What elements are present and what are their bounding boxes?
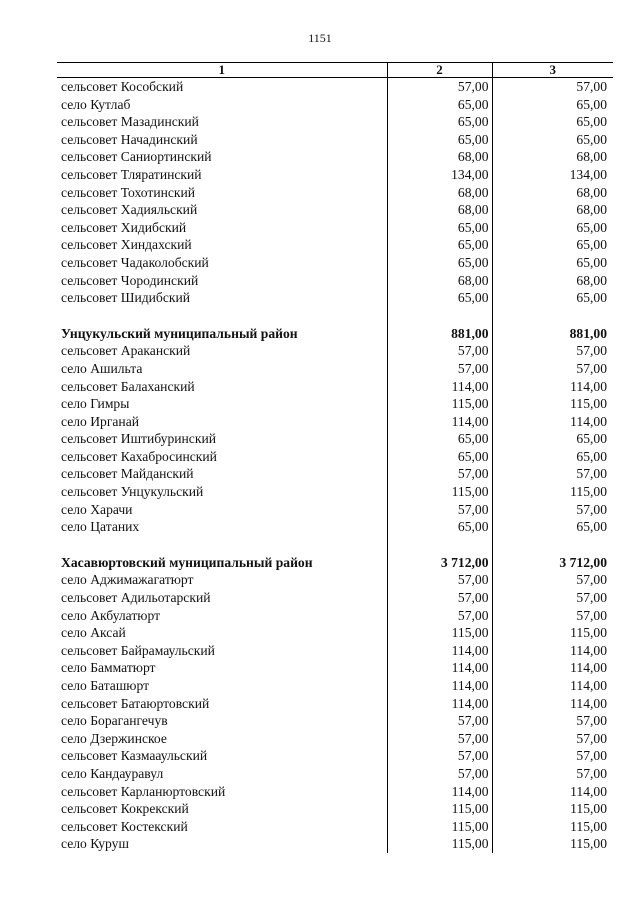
- value-column-3: 65,00: [492, 289, 613, 307]
- value-column-2: 65,00: [387, 113, 492, 131]
- value-column-3: 114,00: [492, 695, 613, 713]
- table-row: [57, 747, 613, 765]
- settlement-name: сельсовет Чородинский: [61, 272, 199, 288]
- value-column-3: 65,00: [492, 131, 613, 149]
- settlement-name: сельсовет Хидибский: [61, 219, 187, 235]
- value-column-2: 114,00: [387, 659, 492, 677]
- value-column-2: 65,00: [387, 430, 492, 448]
- value-column-2: 68,00: [387, 184, 492, 202]
- settlement-name: сельсовет Шидибский: [61, 290, 191, 306]
- settlement-name: село Аджимажагатюрт: [61, 572, 194, 588]
- value-column-3: 115,00: [492, 483, 613, 501]
- settlement-name: сельсовет Костекский: [61, 818, 188, 834]
- table-row: [57, 624, 613, 642]
- value-column-2: 65,00: [387, 131, 492, 149]
- table-row: [57, 342, 613, 360]
- table-row: [57, 113, 613, 131]
- value-column-3: 115,00: [492, 800, 613, 818]
- value-column-3: 65,00: [492, 113, 613, 131]
- settlement-name: село Гимры: [61, 396, 130, 412]
- settlement-name: сельсовет Адильотарский: [61, 590, 211, 606]
- value-column-3: 114,00: [492, 642, 613, 660]
- value-column-3: 57,00: [492, 747, 613, 765]
- table-body: [57, 78, 613, 853]
- settlement-name: сельсовет Кокрекский: [61, 801, 189, 817]
- value-column-3: 57,00: [492, 712, 613, 730]
- settlement-name: сельсовет Майданский: [61, 466, 194, 482]
- value-column-3: 57,00: [492, 765, 613, 783]
- table-row: [57, 148, 613, 166]
- value-column-3: 57,00: [492, 78, 613, 96]
- group-spacer: [57, 307, 613, 325]
- table-row: [57, 236, 613, 254]
- value-column-3: 65,00: [492, 448, 613, 466]
- table-row: [57, 677, 613, 695]
- value-column-3: 115,00: [492, 835, 613, 853]
- value-column-2: 57,00: [387, 78, 492, 96]
- value-column-3: 68,00: [492, 148, 613, 166]
- value-column-3: 65,00: [492, 236, 613, 254]
- table-row: [57, 571, 613, 589]
- value-column-2: 57,00: [387, 712, 492, 730]
- table-row: [57, 395, 613, 413]
- value-column-2: 65,00: [387, 254, 492, 272]
- district-name: Унцукульский муниципальный район: [61, 325, 298, 341]
- value-column-3: 114,00: [492, 659, 613, 677]
- value-column-2: 57,00: [387, 360, 492, 378]
- settlement-name: село Кутлаб: [61, 96, 131, 112]
- value-column-2: 65,00: [387, 96, 492, 114]
- table-row: [57, 448, 613, 466]
- settlement-name: село Акбулатюрт: [61, 607, 161, 623]
- district-row: [57, 325, 613, 343]
- value-column-2: 115,00: [387, 835, 492, 853]
- value-column-2: 65,00: [387, 518, 492, 536]
- value-column-3: 57,00: [492, 342, 613, 360]
- value-column-2: 68,00: [387, 148, 492, 166]
- table-row: [57, 835, 613, 853]
- value-column-3: 65,00: [492, 254, 613, 272]
- value-column-3: 57,00: [492, 730, 613, 748]
- value-column-3: 115,00: [492, 818, 613, 836]
- value-column-2: 57,00: [387, 730, 492, 748]
- column-header-3: 3: [492, 63, 613, 78]
- allocation-table: [57, 62, 613, 853]
- value-column-3: 65,00: [492, 219, 613, 237]
- value-column-2: 115,00: [387, 483, 492, 501]
- settlement-name: село Ирганай: [61, 413, 140, 429]
- district-total-3: 3 712,00: [492, 554, 613, 572]
- value-column-3: 57,00: [492, 589, 613, 607]
- value-column-2: 57,00: [387, 465, 492, 483]
- value-column-3: 114,00: [492, 677, 613, 695]
- column-header-1: 1: [57, 63, 387, 78]
- table-row: [57, 818, 613, 836]
- district-name: Хасавюртовский муниципальный район: [61, 554, 313, 570]
- value-column-2: 68,00: [387, 272, 492, 290]
- table-row: [57, 589, 613, 607]
- page-number: 1151: [308, 31, 332, 45]
- value-column-2: 57,00: [387, 501, 492, 519]
- value-column-2: 65,00: [387, 236, 492, 254]
- table-row: [57, 219, 613, 237]
- settlement-name: село Кандауравул: [61, 765, 164, 781]
- settlement-name: сельсовет Кособский: [61, 79, 184, 94]
- value-column-2: 57,00: [387, 571, 492, 589]
- value-column-3: 68,00: [492, 184, 613, 202]
- settlement-name: село Цатаних: [61, 519, 140, 535]
- settlement-name: сельсовет Батаюртовский: [61, 695, 210, 711]
- table-row: [57, 201, 613, 219]
- value-column-3: 65,00: [492, 518, 613, 536]
- table-row: [57, 518, 613, 536]
- table-row: [57, 607, 613, 625]
- value-column-2: 115,00: [387, 624, 492, 642]
- value-column-3: 115,00: [492, 395, 613, 413]
- settlement-name: сельсовет Саниортинский: [61, 149, 212, 165]
- table-row: [57, 465, 613, 483]
- value-column-2: 114,00: [387, 695, 492, 713]
- settlement-name: сельсовет Карланюртовский: [61, 783, 226, 799]
- settlement-name: сельсовет Начадинский: [61, 131, 198, 147]
- settlement-name: сельсовет Байрамаульский: [61, 642, 215, 658]
- settlement-name: сельсовет Унцукульский: [61, 484, 204, 500]
- settlement-name: село Ашильта: [61, 360, 143, 376]
- settlement-name: сельсовет Хиндахский: [61, 237, 192, 253]
- value-column-2: 115,00: [387, 818, 492, 836]
- value-column-2: 57,00: [387, 589, 492, 607]
- settlement-name: сельсовет Мазадинский: [61, 114, 199, 130]
- district-row: [57, 554, 613, 572]
- column-header-2: 2: [387, 63, 492, 78]
- settlement-name: село Куруш: [61, 836, 129, 852]
- table-row: [57, 730, 613, 748]
- settlement-name: сельсовет Араканский: [61, 343, 191, 359]
- table-row: [57, 642, 613, 660]
- group-spacer: [57, 536, 613, 554]
- table-row: [57, 659, 613, 677]
- value-column-3: 57,00: [492, 571, 613, 589]
- value-column-2: 114,00: [387, 413, 492, 431]
- settlement-name: сельсовет Чадаколобский: [61, 254, 209, 270]
- value-column-2: 65,00: [387, 219, 492, 237]
- table-row: [57, 800, 613, 818]
- table-row: [57, 501, 613, 519]
- table-row: [57, 254, 613, 272]
- settlement-name: село Аксай: [61, 625, 126, 641]
- value-column-3: 57,00: [492, 607, 613, 625]
- district-total-2: 881,00: [387, 325, 492, 343]
- value-column-2: 57,00: [387, 765, 492, 783]
- value-column-3: 57,00: [492, 501, 613, 519]
- value-column-2: 57,00: [387, 607, 492, 625]
- value-column-3: 115,00: [492, 624, 613, 642]
- value-column-3: 68,00: [492, 272, 613, 290]
- table-header: [57, 63, 613, 78]
- settlement-name: село Бамматюрт: [61, 660, 156, 676]
- table-row: [57, 166, 613, 184]
- table-row: [57, 289, 613, 307]
- header-row: [57, 63, 613, 78]
- settlement-name: сельсовет Кахабросинский: [61, 448, 217, 464]
- settlement-name: сельсовет Хадияльский: [61, 202, 198, 218]
- value-column-3: 114,00: [492, 413, 613, 431]
- table-row: [57, 430, 613, 448]
- value-column-2: 115,00: [387, 395, 492, 413]
- value-column-3: 68,00: [492, 201, 613, 219]
- district-total-2: 3 712,00: [387, 554, 492, 572]
- table-row: [57, 765, 613, 783]
- settlement-name: село Харачи: [61, 501, 133, 517]
- value-column-3: 134,00: [492, 166, 613, 184]
- value-column-2: 68,00: [387, 201, 492, 219]
- table-row: [57, 131, 613, 149]
- table-row: [57, 483, 613, 501]
- table-row: [57, 360, 613, 378]
- settlement-name: сельсовет Тляратинский: [61, 166, 202, 182]
- value-column-3: 57,00: [492, 360, 613, 378]
- table-row: [57, 272, 613, 290]
- value-column-2: 65,00: [387, 289, 492, 307]
- value-column-2: 115,00: [387, 800, 492, 818]
- table-row: [57, 413, 613, 431]
- value-column-3: 65,00: [492, 430, 613, 448]
- value-column-3: 114,00: [492, 378, 613, 396]
- table-row: [57, 712, 613, 730]
- value-column-2: 114,00: [387, 378, 492, 396]
- value-column-2: 114,00: [387, 642, 492, 660]
- settlement-name: сельсовет Тохотинский: [61, 184, 196, 200]
- value-column-3: 57,00: [492, 465, 613, 483]
- settlement-name: сельсовет Балаханский: [61, 378, 195, 394]
- value-column-2: 57,00: [387, 747, 492, 765]
- value-column-2: 114,00: [387, 677, 492, 695]
- settlement-name: сельсовет Иштибуринский: [61, 431, 216, 447]
- value-column-2: 114,00: [387, 783, 492, 801]
- district-total-3: 881,00: [492, 325, 613, 343]
- value-column-3: 114,00: [492, 783, 613, 801]
- settlement-name: село Дзержинское: [61, 730, 167, 746]
- value-column-2: 134,00: [387, 166, 492, 184]
- table-row: [57, 378, 613, 396]
- table-row: [57, 695, 613, 713]
- table-row: [57, 783, 613, 801]
- settlement-name: село Борагангечув: [61, 713, 168, 729]
- value-column-3: 65,00: [492, 96, 613, 114]
- settlement-name: сельсовет Казмааульский: [61, 748, 208, 764]
- value-column-2: 57,00: [387, 342, 492, 360]
- settlement-name: село Баташюрт: [61, 678, 150, 693]
- table-row: [57, 78, 613, 96]
- value-column-2: 65,00: [387, 448, 492, 466]
- table-row: [57, 96, 613, 114]
- table-row: [57, 184, 613, 202]
